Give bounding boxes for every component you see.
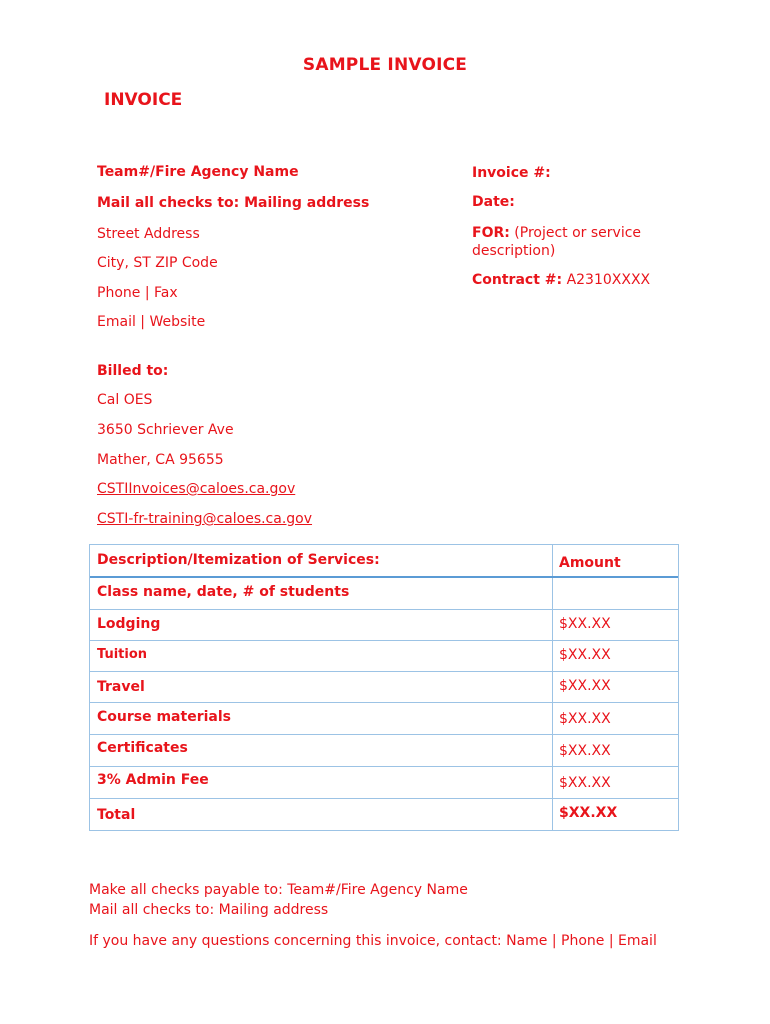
table-row	[90, 672, 678, 703]
for-label: FOR:	[472, 225, 510, 241]
date-label: Date:	[472, 194, 515, 210]
row-amount: $XX.XX	[559, 743, 611, 759]
row-description: Tuition	[97, 647, 148, 662]
for-value: (Project or service description)	[472, 225, 642, 259]
footer-questions: If you have any questions concerning this invoice, contact: Name | Phone | Email	[89, 933, 657, 949]
contract-value: A2310XXXX	[566, 272, 651, 288]
row-description: Travel	[97, 679, 145, 695]
billed-to-label: Billed to:	[97, 363, 169, 379]
table-row	[90, 735, 678, 767]
row-description: Lodging	[97, 616, 161, 632]
contract-label: Contract #:	[472, 272, 563, 288]
invoice-number-label: Invoice #:	[472, 165, 551, 181]
row-amount: $XX.XX	[559, 647, 611, 663]
billed-to-email-invoices-link[interactable]: CSTIInvoices@caloes.ca.gov	[97, 481, 296, 497]
sender-phone-fax: Phone | Fax	[97, 285, 178, 301]
document-title: SAMPLE INVOICE	[302, 55, 468, 75]
row-amount: $XX.XX	[559, 775, 611, 791]
sender-city: City, ST ZIP Code	[97, 255, 218, 271]
header-amount: Amount	[559, 555, 621, 571]
services-table	[89, 544, 679, 831]
row-description: Class name, date, # of students	[97, 584, 350, 600]
contract-field	[472, 272, 650, 288]
table-row	[90, 610, 678, 641]
sender-mail-checks: Mail all checks to: Mailing address	[97, 195, 370, 211]
footer-mail: Mail all checks to: Mailing address	[89, 902, 329, 918]
billed-to-city: Mather, CA 95655	[97, 452, 224, 468]
sender-name: Team#/Fire Agency Name	[97, 164, 299, 180]
table-row	[90, 578, 678, 610]
sender-street: Street Address	[97, 226, 200, 242]
total-amount: $XX.XX	[559, 805, 618, 821]
row-description: 3% Admin Fee	[97, 772, 209, 788]
for-field	[472, 224, 672, 260]
invoice-heading: INVOICE	[104, 90, 183, 110]
billed-to-street: 3650 Schriever Ave	[97, 422, 234, 438]
table-row	[90, 703, 678, 735]
table-row	[90, 767, 678, 799]
table-row	[90, 641, 678, 672]
footer-payable: Make all checks payable to: Team#/Fire Agency Name	[89, 882, 468, 898]
row-amount: $XX.XX	[559, 616, 611, 632]
total-label: Total	[97, 807, 136, 823]
row-amount: $XX.XX	[559, 678, 611, 694]
billed-to-name: Cal OES	[97, 392, 153, 408]
row-amount: $XX.XX	[559, 711, 611, 727]
sender-email-website: Email | Website	[97, 314, 206, 330]
row-description: Course materials	[97, 709, 231, 725]
header-description: Description/Itemization of Services:	[97, 552, 380, 568]
table-total-row	[90, 799, 678, 830]
row-description: Certificates	[97, 740, 188, 756]
billed-to-email-training-link[interactable]: CSTI-fr-training@caloes.ca.gov	[97, 511, 313, 527]
table-header-row	[90, 545, 678, 578]
